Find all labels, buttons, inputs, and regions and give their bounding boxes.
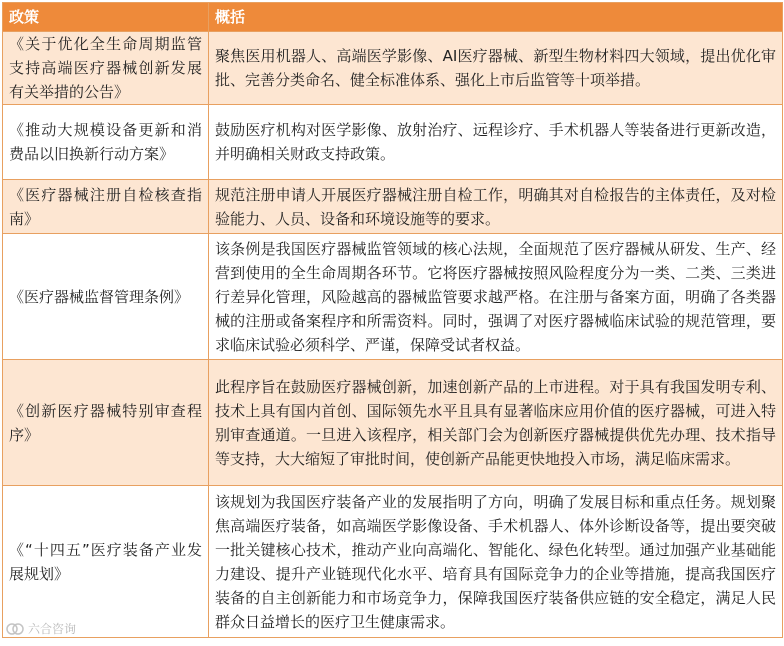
table-row [3,234,783,360]
policy-name: 《医疗器械注册自检核查指南》 [3,180,209,234]
policy-summary: 该条例是我国医疗器械监管领域的核心法规，全面规范了医疗器械从研发、生产、经营到使用的全生命周期各环节。它将医疗器械按照风险程度分为一类、二类、三类进行差异化管理，风险越高的器械监管要求越严格。在注册与备案方面，明确了各类器械的注册或备案程序和所需资料。同时，强调了对医疗器械临床试验的规范管理，要求临床试验必须科学、严谨，保障受试者权益。 [209,234,783,360]
header-summary: 概括 [209,3,783,32]
policy-summary: 规范注册申请人开展医疗器械注册自检工作，明确其对自检报告的主体责任，及对检验能力、人员、设备和环境设施等的要求。 [209,180,783,234]
policy-table [2,2,783,638]
header-policy: 政策 [3,3,209,32]
policy-summary: 聚焦医用机器人、高端医学影像、AI医疗器械、新型生物材料四大领域，提出优化审批、完善分类命名、健全标准体系、强化上市后监管等十项举措。 [209,32,783,105]
policy-name: 《医疗器械监督管理条例》 [3,234,209,360]
policy-name: 《关于优化全生命周期监管支持高端医疗器械创新发展有关举措的公告》 [3,32,209,105]
policy-name: 《推动大规模设备更新和消费品以旧换新行动方案》 [3,105,209,180]
table-row [3,32,783,105]
watermark-text: 六合咨询 [28,622,77,636]
table-row [3,360,783,486]
policy-summary: 鼓励医疗机构对医学影像、放射治疗、远程诊疗、手术机器人等装备进行更新改造，并明确相关财政支持政策。 [209,105,783,180]
table-row [3,105,783,180]
policy-name: 《创新医疗器械特别审查程序》 [3,360,209,486]
policy-summary: 该规划为我国医疗装备产业的发展指明了方向，明确了发展目标和重点任务。规划聚焦高端医疗装备，如高端医学影像设备、手术机器人、体外诊断设备等，提出要突破一批关键核心技术，推动产业向高端化、智能化、绿色化转型。通过加强产业基础能力建设、提升产业链现代化水平、培育具有国际竞争力的企业等措施，提高我国医疗装备的自主创新能力和市场竞争力，保障我国医疗装备供应链的安全稳定，满足人民群众日益增长的医疗卫生健康需求。 [209,486,783,638]
table-header-row [3,3,783,32]
table-row [3,486,783,638]
table-row [3,180,783,234]
policy-name: 《“十四五”医疗装备产业发展规划》 [3,486,209,638]
policy-summary: 此程序旨在鼓励医疗器械创新，加速创新产品的上市进程。对于具有我国发明专利、技术上具有国内首创、国际领先水平且具有显著临床应用价值的医疗器械，可进入特别审查通道。一旦进入该程序，相关部门会为创新医疗器械提供优先办理、技术指导等支持，大大缩短了审批时间，使创新产品能更快地投入市场，满足临床需求。 [209,360,783,486]
logo-icon [6,622,24,636]
watermark [6,620,76,637]
